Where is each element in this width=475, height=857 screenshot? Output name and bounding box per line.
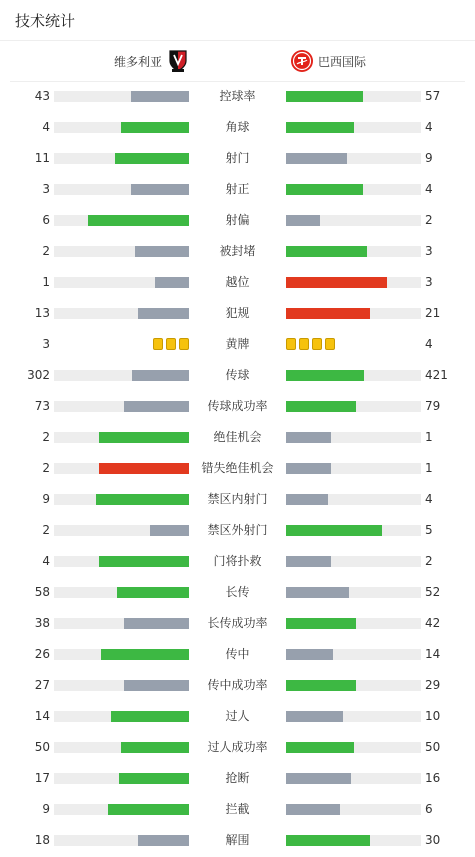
home-bar-track bbox=[54, 649, 189, 660]
stat-label: 过人成功率 bbox=[207, 740, 268, 754]
away-bar-fill bbox=[286, 649, 333, 660]
home-bar-fill bbox=[155, 277, 189, 288]
away-bar-fill bbox=[286, 773, 351, 784]
away-value: 57 bbox=[425, 89, 441, 103]
home-bar-fill bbox=[138, 308, 189, 319]
away-bar-track bbox=[286, 463, 421, 474]
away-bar-track bbox=[286, 773, 421, 784]
home-value: 2 bbox=[42, 523, 50, 537]
home-value: 17 bbox=[34, 771, 50, 785]
home-bar-fill bbox=[99, 556, 189, 567]
away-value: 1 bbox=[425, 430, 433, 444]
home-value: 50 bbox=[34, 740, 50, 754]
away-value: 10 bbox=[425, 709, 441, 723]
home-value: 2 bbox=[42, 244, 50, 258]
stat-row bbox=[0, 174, 475, 205]
stat-label: 禁区内射门 bbox=[207, 492, 268, 506]
away-value: 421 bbox=[425, 368, 448, 382]
stat-row bbox=[0, 794, 475, 825]
home-value: 2 bbox=[42, 430, 50, 444]
stat-label: 错失绝佳机会 bbox=[201, 461, 274, 475]
home-value: 4 bbox=[42, 554, 50, 568]
stat-label: 控球率 bbox=[219, 89, 256, 103]
yellow-card-icon bbox=[286, 338, 296, 350]
home-bar-fill bbox=[119, 773, 189, 784]
away-bar-fill bbox=[286, 401, 356, 412]
stat-row bbox=[0, 329, 475, 360]
away-bar-fill bbox=[286, 370, 364, 381]
stat-row bbox=[0, 360, 475, 391]
home-value: 13 bbox=[34, 306, 50, 320]
stat-row bbox=[0, 453, 475, 484]
away-bar-track bbox=[286, 556, 421, 567]
away-bar-fill bbox=[286, 184, 363, 195]
away-bar-track bbox=[286, 618, 421, 629]
away-value: 30 bbox=[425, 833, 441, 847]
page-title: 技术统计 bbox=[15, 11, 76, 30]
home-bar-track bbox=[54, 215, 189, 226]
away-bar-track bbox=[286, 680, 421, 691]
yellow-card-icon bbox=[325, 338, 335, 350]
home-bar-fill bbox=[124, 680, 189, 691]
away-value: 6 bbox=[425, 802, 433, 816]
away-bar-fill bbox=[286, 215, 320, 226]
home-bar-fill bbox=[108, 804, 189, 815]
away-bar-fill bbox=[286, 246, 367, 257]
home-bar-track bbox=[54, 308, 189, 319]
away-value: 29 bbox=[425, 678, 441, 692]
stat-row bbox=[0, 608, 475, 639]
home-bar-fill bbox=[131, 184, 189, 195]
home-bar-fill bbox=[135, 246, 189, 257]
stat-row bbox=[0, 546, 475, 577]
away-bar-track bbox=[286, 432, 421, 443]
away-value: 1 bbox=[425, 461, 433, 475]
home-bar-fill bbox=[111, 711, 189, 722]
home-bar-fill bbox=[121, 742, 189, 753]
away-value: 14 bbox=[425, 647, 441, 661]
home-value: 14 bbox=[34, 709, 50, 723]
home-value: 43 bbox=[34, 89, 50, 103]
home-bar-track bbox=[54, 370, 189, 381]
stat-label: 黄牌 bbox=[225, 337, 250, 351]
home-bar-fill bbox=[124, 618, 189, 629]
home-bar-track bbox=[54, 835, 189, 846]
away-bar-fill bbox=[286, 153, 347, 164]
home-bar-fill bbox=[131, 91, 189, 102]
stat-label: 传中成功率 bbox=[207, 678, 268, 692]
stat-row bbox=[0, 670, 475, 701]
yellow-card-icon bbox=[166, 338, 176, 350]
away-bar-track bbox=[286, 587, 421, 598]
home-bar-track bbox=[54, 711, 189, 722]
stat-row bbox=[0, 298, 475, 329]
home-value: 6 bbox=[42, 213, 50, 227]
away-value: 3 bbox=[425, 244, 433, 258]
stat-row bbox=[0, 825, 475, 856]
home-bar-fill bbox=[101, 649, 189, 660]
stat-label: 射门 bbox=[225, 151, 250, 165]
away-value: 4 bbox=[425, 120, 433, 134]
away-bar-track bbox=[286, 649, 421, 660]
stat-label: 拦截 bbox=[225, 802, 250, 816]
home-bar-track bbox=[54, 494, 189, 505]
home-bar-fill bbox=[132, 370, 189, 381]
away-value: 4 bbox=[425, 337, 433, 351]
away-bar-track bbox=[286, 525, 421, 536]
away-value: 16 bbox=[425, 771, 441, 785]
home-team[interactable] bbox=[114, 49, 188, 73]
home-bar-fill bbox=[121, 122, 189, 133]
home-bar-fill bbox=[124, 401, 189, 412]
away-team-name: 巴西国际 bbox=[318, 54, 367, 69]
home-bar-fill bbox=[115, 153, 189, 164]
stat-row bbox=[0, 267, 475, 298]
away-value: 21 bbox=[425, 306, 441, 320]
away-bar-track bbox=[286, 742, 421, 753]
away-value: 2 bbox=[425, 554, 433, 568]
away-yellow-cards bbox=[286, 338, 335, 350]
stat-row bbox=[0, 112, 475, 143]
away-bar-fill bbox=[286, 494, 328, 505]
away-bar-fill bbox=[286, 463, 331, 474]
stat-label: 传球 bbox=[225, 368, 250, 382]
stat-label: 传中 bbox=[225, 647, 250, 661]
home-bar-track bbox=[54, 184, 189, 195]
stat-row bbox=[0, 763, 475, 794]
home-bar-fill bbox=[138, 835, 189, 846]
home-bar-track bbox=[54, 773, 189, 784]
away-bar-fill bbox=[286, 835, 370, 846]
stat-label: 长传成功率 bbox=[207, 616, 268, 630]
away-bar-track bbox=[286, 277, 421, 288]
home-value: 302 bbox=[27, 368, 50, 382]
home-value: 27 bbox=[34, 678, 50, 692]
away-bar-fill bbox=[286, 711, 343, 722]
stats-list bbox=[0, 81, 475, 856]
stat-row bbox=[0, 639, 475, 670]
home-bar-track bbox=[54, 401, 189, 412]
stat-row bbox=[0, 81, 475, 112]
home-value: 3 bbox=[42, 337, 50, 351]
stat-row bbox=[0, 701, 475, 732]
away-value: 50 bbox=[425, 740, 441, 754]
away-bar-track bbox=[286, 122, 421, 133]
yellow-card-icon bbox=[153, 338, 163, 350]
home-value: 3 bbox=[42, 182, 50, 196]
home-bar-track bbox=[54, 463, 189, 474]
home-value: 58 bbox=[34, 585, 50, 599]
stat-row bbox=[0, 577, 475, 608]
away-bar-fill bbox=[286, 680, 356, 691]
away-value: 4 bbox=[425, 182, 433, 196]
away-bar-fill bbox=[286, 91, 363, 102]
stat-label: 禁区外射门 bbox=[207, 523, 268, 537]
away-bar-fill bbox=[286, 308, 370, 319]
home-bar-track bbox=[54, 432, 189, 443]
home-bar-track bbox=[54, 277, 189, 288]
stat-label: 角球 bbox=[225, 120, 250, 134]
away-bar-track bbox=[286, 246, 421, 257]
home-bar-track bbox=[54, 618, 189, 629]
home-value: 9 bbox=[42, 492, 50, 506]
home-bar-track bbox=[54, 556, 189, 567]
home-bar-track bbox=[54, 587, 189, 598]
stat-label: 传球成功率 bbox=[207, 399, 268, 413]
stat-row bbox=[0, 732, 475, 763]
home-bar-fill bbox=[150, 525, 189, 536]
home-value: 26 bbox=[34, 647, 50, 661]
stat-label: 射偏 bbox=[225, 213, 250, 227]
home-bar-fill bbox=[99, 432, 189, 443]
away-bar-track bbox=[286, 184, 421, 195]
away-team[interactable] bbox=[290, 49, 366, 73]
home-yellow-cards bbox=[153, 338, 189, 350]
away-value: 4 bbox=[425, 492, 433, 506]
away-bar-track bbox=[286, 711, 421, 722]
internacional-crest-icon bbox=[290, 49, 314, 73]
header-bar bbox=[0, 0, 475, 41]
home-value: 38 bbox=[34, 616, 50, 630]
home-bar-track bbox=[54, 91, 189, 102]
away-bar-track bbox=[286, 215, 421, 226]
away-bar-fill bbox=[286, 804, 340, 815]
home-value: 18 bbox=[34, 833, 50, 847]
teams-header bbox=[10, 41, 465, 82]
away-bar-fill bbox=[286, 432, 331, 443]
stat-row bbox=[0, 391, 475, 422]
away-value: 2 bbox=[425, 213, 433, 227]
home-bar-fill bbox=[99, 463, 189, 474]
home-bar-fill bbox=[96, 494, 189, 505]
stat-row bbox=[0, 484, 475, 515]
away-bar-track bbox=[286, 835, 421, 846]
stat-row bbox=[0, 205, 475, 236]
away-bar-track bbox=[286, 494, 421, 505]
home-bar-track bbox=[54, 525, 189, 536]
away-value: 79 bbox=[425, 399, 441, 413]
away-value: 42 bbox=[425, 616, 441, 630]
stat-label: 越位 bbox=[225, 275, 250, 289]
away-value: 3 bbox=[425, 275, 433, 289]
away-bar-fill bbox=[286, 556, 331, 567]
away-bar-track bbox=[286, 308, 421, 319]
away-bar-track bbox=[286, 153, 421, 164]
stat-label: 射正 bbox=[225, 182, 250, 196]
away-bar-fill bbox=[286, 525, 382, 536]
home-value: 4 bbox=[42, 120, 50, 134]
stat-label: 长传 bbox=[225, 585, 250, 599]
away-bar-track bbox=[286, 91, 421, 102]
vitoria-crest-icon bbox=[168, 49, 188, 73]
yellow-card-icon bbox=[179, 338, 189, 350]
yellow-card-icon bbox=[299, 338, 309, 350]
stat-row bbox=[0, 236, 475, 267]
yellow-card-icon bbox=[312, 338, 322, 350]
home-bar-track bbox=[54, 742, 189, 753]
stat-row bbox=[0, 143, 475, 174]
stat-label: 抢断 bbox=[225, 771, 250, 785]
away-value: 52 bbox=[425, 585, 441, 599]
away-bar-fill bbox=[286, 122, 354, 133]
home-bar-track bbox=[54, 122, 189, 133]
home-bar-fill bbox=[88, 215, 189, 226]
away-value: 5 bbox=[425, 523, 433, 537]
away-bar-track bbox=[286, 401, 421, 412]
home-bar-track bbox=[54, 804, 189, 815]
home-bar-track bbox=[54, 246, 189, 257]
away-value: 9 bbox=[425, 151, 433, 165]
home-team-name: 维多利亚 bbox=[113, 54, 162, 69]
home-value: 2 bbox=[42, 461, 50, 475]
home-value: 9 bbox=[42, 802, 50, 816]
home-bar-track bbox=[54, 680, 189, 691]
away-bar-fill bbox=[286, 742, 354, 753]
stat-label: 犯规 bbox=[225, 306, 250, 320]
home-value: 73 bbox=[34, 399, 50, 413]
away-bar-fill bbox=[286, 618, 356, 629]
stat-label: 解围 bbox=[225, 833, 250, 847]
stat-row bbox=[0, 422, 475, 453]
away-bar-track bbox=[286, 370, 421, 381]
stat-label: 门将扑救 bbox=[213, 554, 262, 568]
stat-label: 过人 bbox=[225, 709, 250, 723]
stat-row bbox=[0, 515, 475, 546]
stat-label: 绝佳机会 bbox=[213, 430, 262, 444]
home-bar-fill bbox=[117, 587, 189, 598]
away-bar-fill bbox=[286, 277, 387, 288]
away-bar-track bbox=[286, 804, 421, 815]
away-bar-fill bbox=[286, 587, 349, 598]
stat-label: 被封堵 bbox=[219, 244, 256, 258]
home-value: 1 bbox=[42, 275, 50, 289]
home-bar-track bbox=[54, 153, 189, 164]
home-value: 11 bbox=[34, 151, 50, 165]
